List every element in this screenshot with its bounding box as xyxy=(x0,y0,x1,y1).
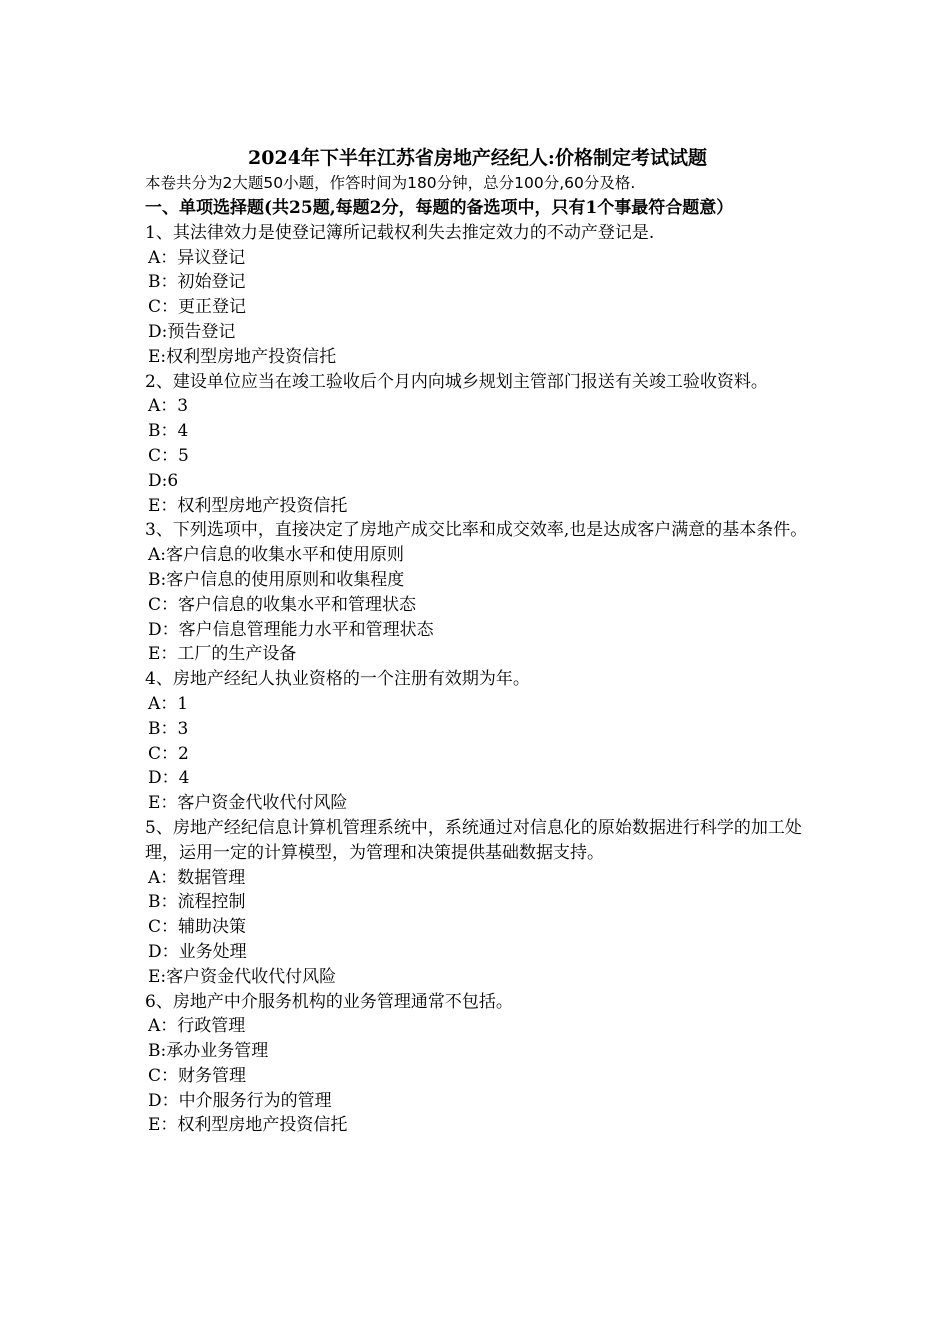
option-a: A:客户信息的收集水平和使用原则 xyxy=(148,545,405,566)
option-c: C：客户信息的收集水平和管理状态 xyxy=(148,594,417,615)
option-b: B：3 xyxy=(148,718,189,739)
question-text: 5、房地产经纪信息计算机管理系统中，系统通过对信息化的原始数据进行科学的加工处理，运用一定的计算模型，为管理和决策提供基础数据支持。 xyxy=(145,817,802,863)
option-b: B：流程控制 xyxy=(148,892,246,913)
option-e: E：客户资金代收代付风险 xyxy=(148,793,348,814)
option-e: E：工厂的生产设备 xyxy=(148,644,297,665)
option-b: B：4 xyxy=(148,421,189,442)
option-b: B：初始登记 xyxy=(148,272,246,293)
option-d: D：中介服务行为的管理 xyxy=(148,1090,332,1111)
question-block xyxy=(145,221,810,370)
question-text: 1、其法律效力是使登记簿所记载权利失去推定效力的不动产登记是. xyxy=(145,222,655,243)
option-c: C：更正登记 xyxy=(148,297,247,318)
option-a: A：行政管理 xyxy=(148,1016,246,1037)
section-heading: 一、单项选择题(共25题,每题2分，每题的备选项中，只有1个事最符合题意） xyxy=(145,198,734,218)
option-d: D：业务处理 xyxy=(148,941,247,962)
option-d: D：4 xyxy=(148,768,190,789)
option-b: B:客户信息的使用原则和收集程度 xyxy=(148,569,405,590)
option-e: E：权利型房地产投资信托 xyxy=(148,1115,348,1136)
option-a: A：3 xyxy=(148,396,189,417)
option-c: C：5 xyxy=(148,445,189,466)
question-text: 3、下列选项中，直接决定了房地产成交比率和成交效率,也是达成客户满意的基本条件。 xyxy=(145,520,808,541)
option-c: C：2 xyxy=(148,743,189,764)
option-b: B:承办业务管理 xyxy=(148,1041,269,1062)
option-d: D：客户信息管理能力水平和管理状态 xyxy=(148,619,434,640)
exam-intro: 本卷共分为2大题50小题，作答时间为180分钟，总分100分,60分及格. xyxy=(145,174,636,192)
option-d: D:预告登记 xyxy=(148,321,236,342)
option-e: E:权利型房地产投资信托 xyxy=(148,346,337,367)
question-text: 4、房地产经纪人执业资格的一个注册有效期为年。 xyxy=(145,669,530,690)
option-d: D:6 xyxy=(148,470,179,491)
document-title: 2024年下半年江苏省房地产经纪人:价格制定考试试题 xyxy=(248,147,707,169)
option-a: A：1 xyxy=(148,693,189,714)
question-block xyxy=(145,990,810,1139)
question-block xyxy=(145,667,810,816)
option-c: C：财务管理 xyxy=(148,1065,247,1086)
option-e: E：权利型房地产投资信托 xyxy=(148,495,348,516)
option-e: E:客户资金代收代付风险 xyxy=(148,966,337,987)
question-text: 2、建设单位应当在竣工验收后个月内向城乡规划主管部门报送有关竣工验收资料。 xyxy=(145,371,768,392)
question-text: 6、房地产中介服务机构的业务管理通常不包括。 xyxy=(145,991,513,1012)
option-c: C：辅助决策 xyxy=(148,917,247,938)
document-page xyxy=(145,145,810,1138)
option-a: A：异议登记 xyxy=(148,247,246,268)
question-block xyxy=(145,816,810,990)
question-block xyxy=(145,518,810,667)
option-a: A：数据管理 xyxy=(148,867,246,888)
question-block xyxy=(145,370,810,519)
